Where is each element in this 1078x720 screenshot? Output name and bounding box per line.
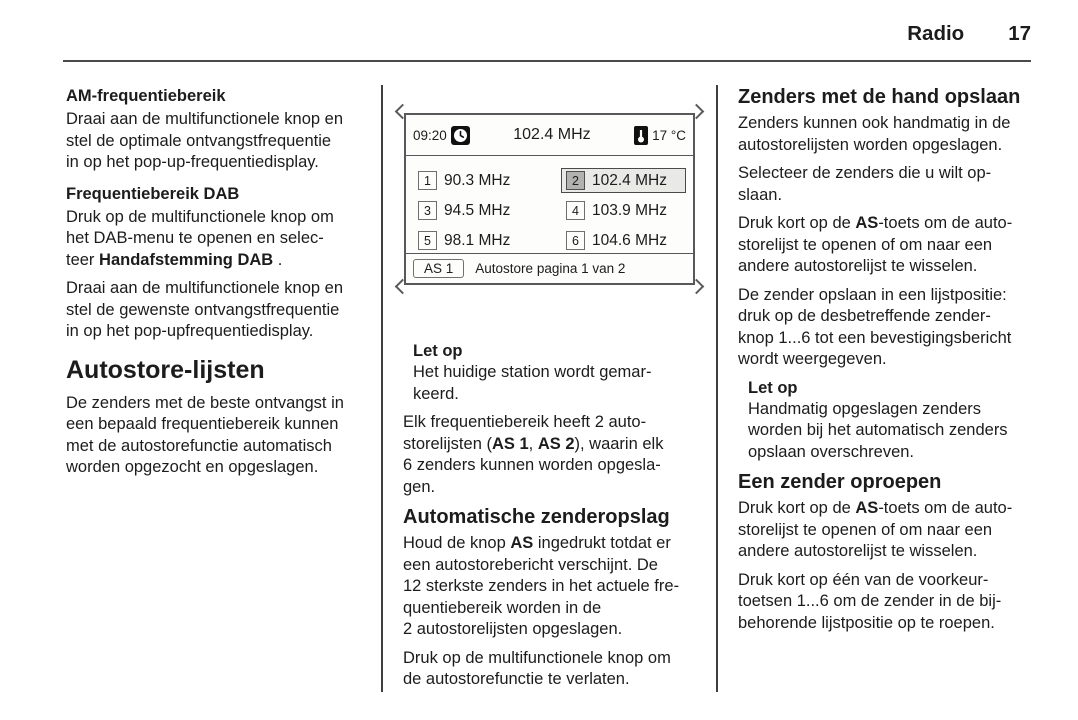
- preset-item: [413, 228, 561, 253]
- clock-time: 09:20: [413, 127, 447, 143]
- preset-list: [406, 156, 693, 253]
- note: [413, 341, 703, 405]
- header-rule: [63, 60, 1031, 62]
- note-body: Handmatig opgeslagen zenders worden bij het automatisch zenders opslaan overschreven.: [748, 399, 1008, 461]
- paragraph: Draai aan de multifunctionele knop en stel de gewenste ontvangstfrequentie in op het pop-upfrequentiedisplay.: [66, 279, 344, 340]
- column-middle-text: [403, 341, 703, 691]
- column-divider: [381, 85, 383, 692]
- column-right: [738, 85, 1038, 641]
- subsection-heading: Zenders met de hand opslaan: [738, 86, 1021, 108]
- preset-frequency: 98.1 MHz: [444, 231, 511, 249]
- note-title: Let op: [413, 342, 463, 360]
- column-divider: [716, 85, 718, 692]
- preset-number: 2: [566, 171, 585, 190]
- display-footer: [406, 253, 693, 283]
- section-title: Radio: [907, 22, 965, 45]
- preset-frequency: 104.6 MHz: [592, 231, 667, 249]
- preset-frequency: 94.5 MHz: [444, 201, 511, 219]
- subsection-heading: Automatische zenderopslag: [403, 506, 670, 528]
- run-in-heading: AM-frequentiebereik: [66, 87, 226, 105]
- preset-number: 4: [566, 201, 585, 220]
- current-frequency: 102.4 MHz: [513, 126, 591, 143]
- paragraph: Houd de knop AS ingedrukt totdat er een autostorebericht verschijnt. De 12 sterkste zenders in het actuele fre- quentiebereik worden in de 2 autostorelijsten opgeslagen.: [403, 534, 680, 638]
- note: [748, 378, 1038, 464]
- note-body: Het huidige station wordt gemar- keerd.: [413, 363, 652, 403]
- paragraph: De zenders met de beste ontvangst in een bepaald frequentiebereik kunnen met de autostorefunctie automatisch worden opgezocht en opgeslagen.: [66, 393, 344, 476]
- autostore-page-label: Autostore pagina 1 van 2: [475, 261, 626, 276]
- page-header: [907, 22, 1031, 46]
- preset-item: [413, 168, 561, 193]
- preset-number: 5: [418, 231, 437, 250]
- status-left: [413, 126, 470, 145]
- status-right: [634, 126, 686, 145]
- preset-number: 3: [418, 201, 437, 220]
- preset-item: [561, 168, 686, 193]
- clock-icon: [451, 126, 470, 145]
- thermometer-icon: [634, 126, 648, 145]
- preset-number: 1: [418, 171, 437, 190]
- display-frame: [404, 113, 695, 285]
- paragraph: Druk op de multifunctionele knop om de autostorefunctie te verlaten.: [403, 648, 671, 688]
- paragraph: Druk op de multifunctionele knop om het DAB-menu te openen en selec- teer Handafstemming DAB .: [66, 207, 334, 269]
- paragraph: Elk frequentiebereik heeft 2 auto- storelijsten (AS 1, AS 2), waarin elk 6 zenders kunnen worden opgesla- gen.: [403, 413, 664, 496]
- paragraph: De zender opslaan in een lijstpositie: druk op de desbetreffende zender- knop 1...6 tot een bevestigingsbericht wordt weergegeven.: [738, 285, 1012, 368]
- temperature-reading: 17 °C: [652, 127, 686, 143]
- paragraph: Druk kort op één van de voorkeur- toetsen 1...6 om de zender in de bij- behorende lijstpositie op te roepen.: [738, 570, 1002, 632]
- preset-number: 6: [566, 231, 585, 250]
- section-heading: Autostore-lijsten: [66, 355, 265, 384]
- paragraph: Selecteer de zenders die u wilt op- slaan.: [738, 164, 992, 204]
- preset-item: [413, 198, 561, 223]
- run-in-heading: Frequentiebereik DAB: [66, 184, 240, 203]
- column-middle: [403, 85, 703, 698]
- display-status-bar: [406, 115, 693, 156]
- autostore-page-button: AS 1: [413, 259, 464, 278]
- preset-frequency: 90.3 MHz: [444, 171, 511, 189]
- paragraph: Zenders kunnen ook handmatig in de autostorelijsten worden opgeslagen.: [738, 114, 1011, 154]
- preset-item: [561, 198, 686, 223]
- column-left: [66, 85, 366, 486]
- note-title: Let op: [748, 378, 798, 397]
- paragraph: Druk kort op de AS-toets om de auto- storelijst te openen of om naar een andere autostorelijst te wisselen.: [738, 499, 1013, 560]
- preset-frequency: 102.4 MHz: [592, 171, 667, 189]
- radio-display-figure: [404, 113, 695, 285]
- paragraph: Draai aan de multifunctionele knop en stel de optimale ontvangstfrequentie in op het pop-up-frequentiedisplay.: [66, 110, 344, 171]
- paragraph: Druk kort op de AS-toets om de auto- storelijst te openen of om naar een andere autostorelijst te wisselen.: [738, 214, 1013, 275]
- preset-item: [561, 228, 686, 253]
- preset-frequency: 103.9 MHz: [592, 201, 667, 219]
- subsection-heading: Een zender oproepen: [738, 471, 942, 493]
- page-number: 17: [1008, 22, 1031, 45]
